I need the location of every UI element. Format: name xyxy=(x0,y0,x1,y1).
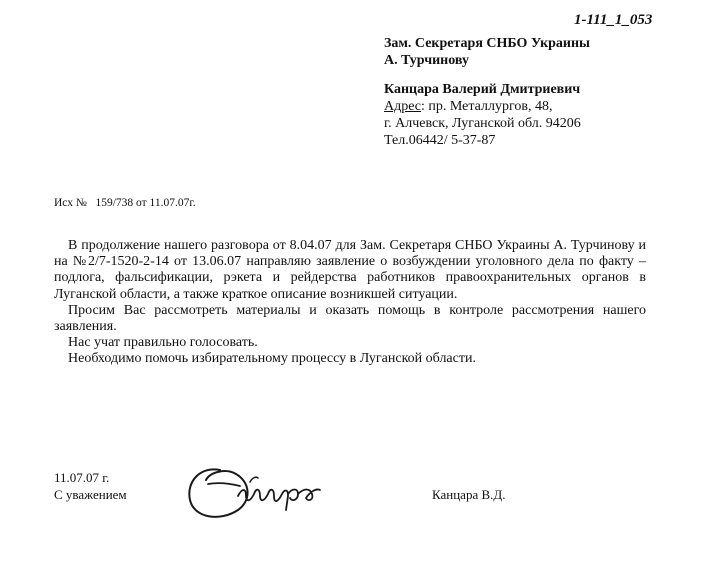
address-street: : пр. Металлургов, 48, xyxy=(421,99,553,114)
address-label: Адрес xyxy=(384,99,422,114)
sender-address-line1 xyxy=(384,99,552,115)
closing-regards: С уважением xyxy=(54,487,127,502)
outgoing-reference: Исх № 159/738 от 11.07.07г. xyxy=(54,197,196,209)
document-id: 1-111_1_053 xyxy=(574,12,653,28)
letter-body xyxy=(54,238,646,368)
body-paragraph-4: Необходимо помочь избирательному процессу в Луганской области. xyxy=(68,351,476,367)
body-paragraph-3: Нас учат правильно голосовать. xyxy=(68,335,258,351)
letter-date: 11.07.07 г. xyxy=(54,470,110,485)
sender-phone: Тел.06442/ 5-37-87 xyxy=(384,133,496,148)
body-paragraph-2: Просим Вас рассмотреть материалы и оказать помощь в контроле рассмотрения нашего заявления. xyxy=(54,302,646,335)
recipient-title: Зам. Секретаря СНБО Украины xyxy=(384,36,590,51)
sender-name: Канцара Валерий Дмитриевич xyxy=(384,82,581,97)
sender-address-line2: г. Алчевск, Луганской обл. 94206 xyxy=(384,116,581,131)
handwritten-signature xyxy=(180,448,330,538)
body-paragraph-1: В продолжение нашего разговора от 8.04.07 для Зам. Секретаря СНБО Украины А. Турчинову и на №2/7-1520-2-14 от 13.06.07 направляю заявление о возбуждении уголовного дела по факту – подлога, фальсификации, рэкета и рейдерства работников правоохранительных органов в Луганской области, а также краткое описание возникшей ситуации. xyxy=(54,238,646,302)
signer-name: Канцара В.Д. xyxy=(432,487,506,502)
recipient-name: А. Турчинову xyxy=(384,53,469,68)
